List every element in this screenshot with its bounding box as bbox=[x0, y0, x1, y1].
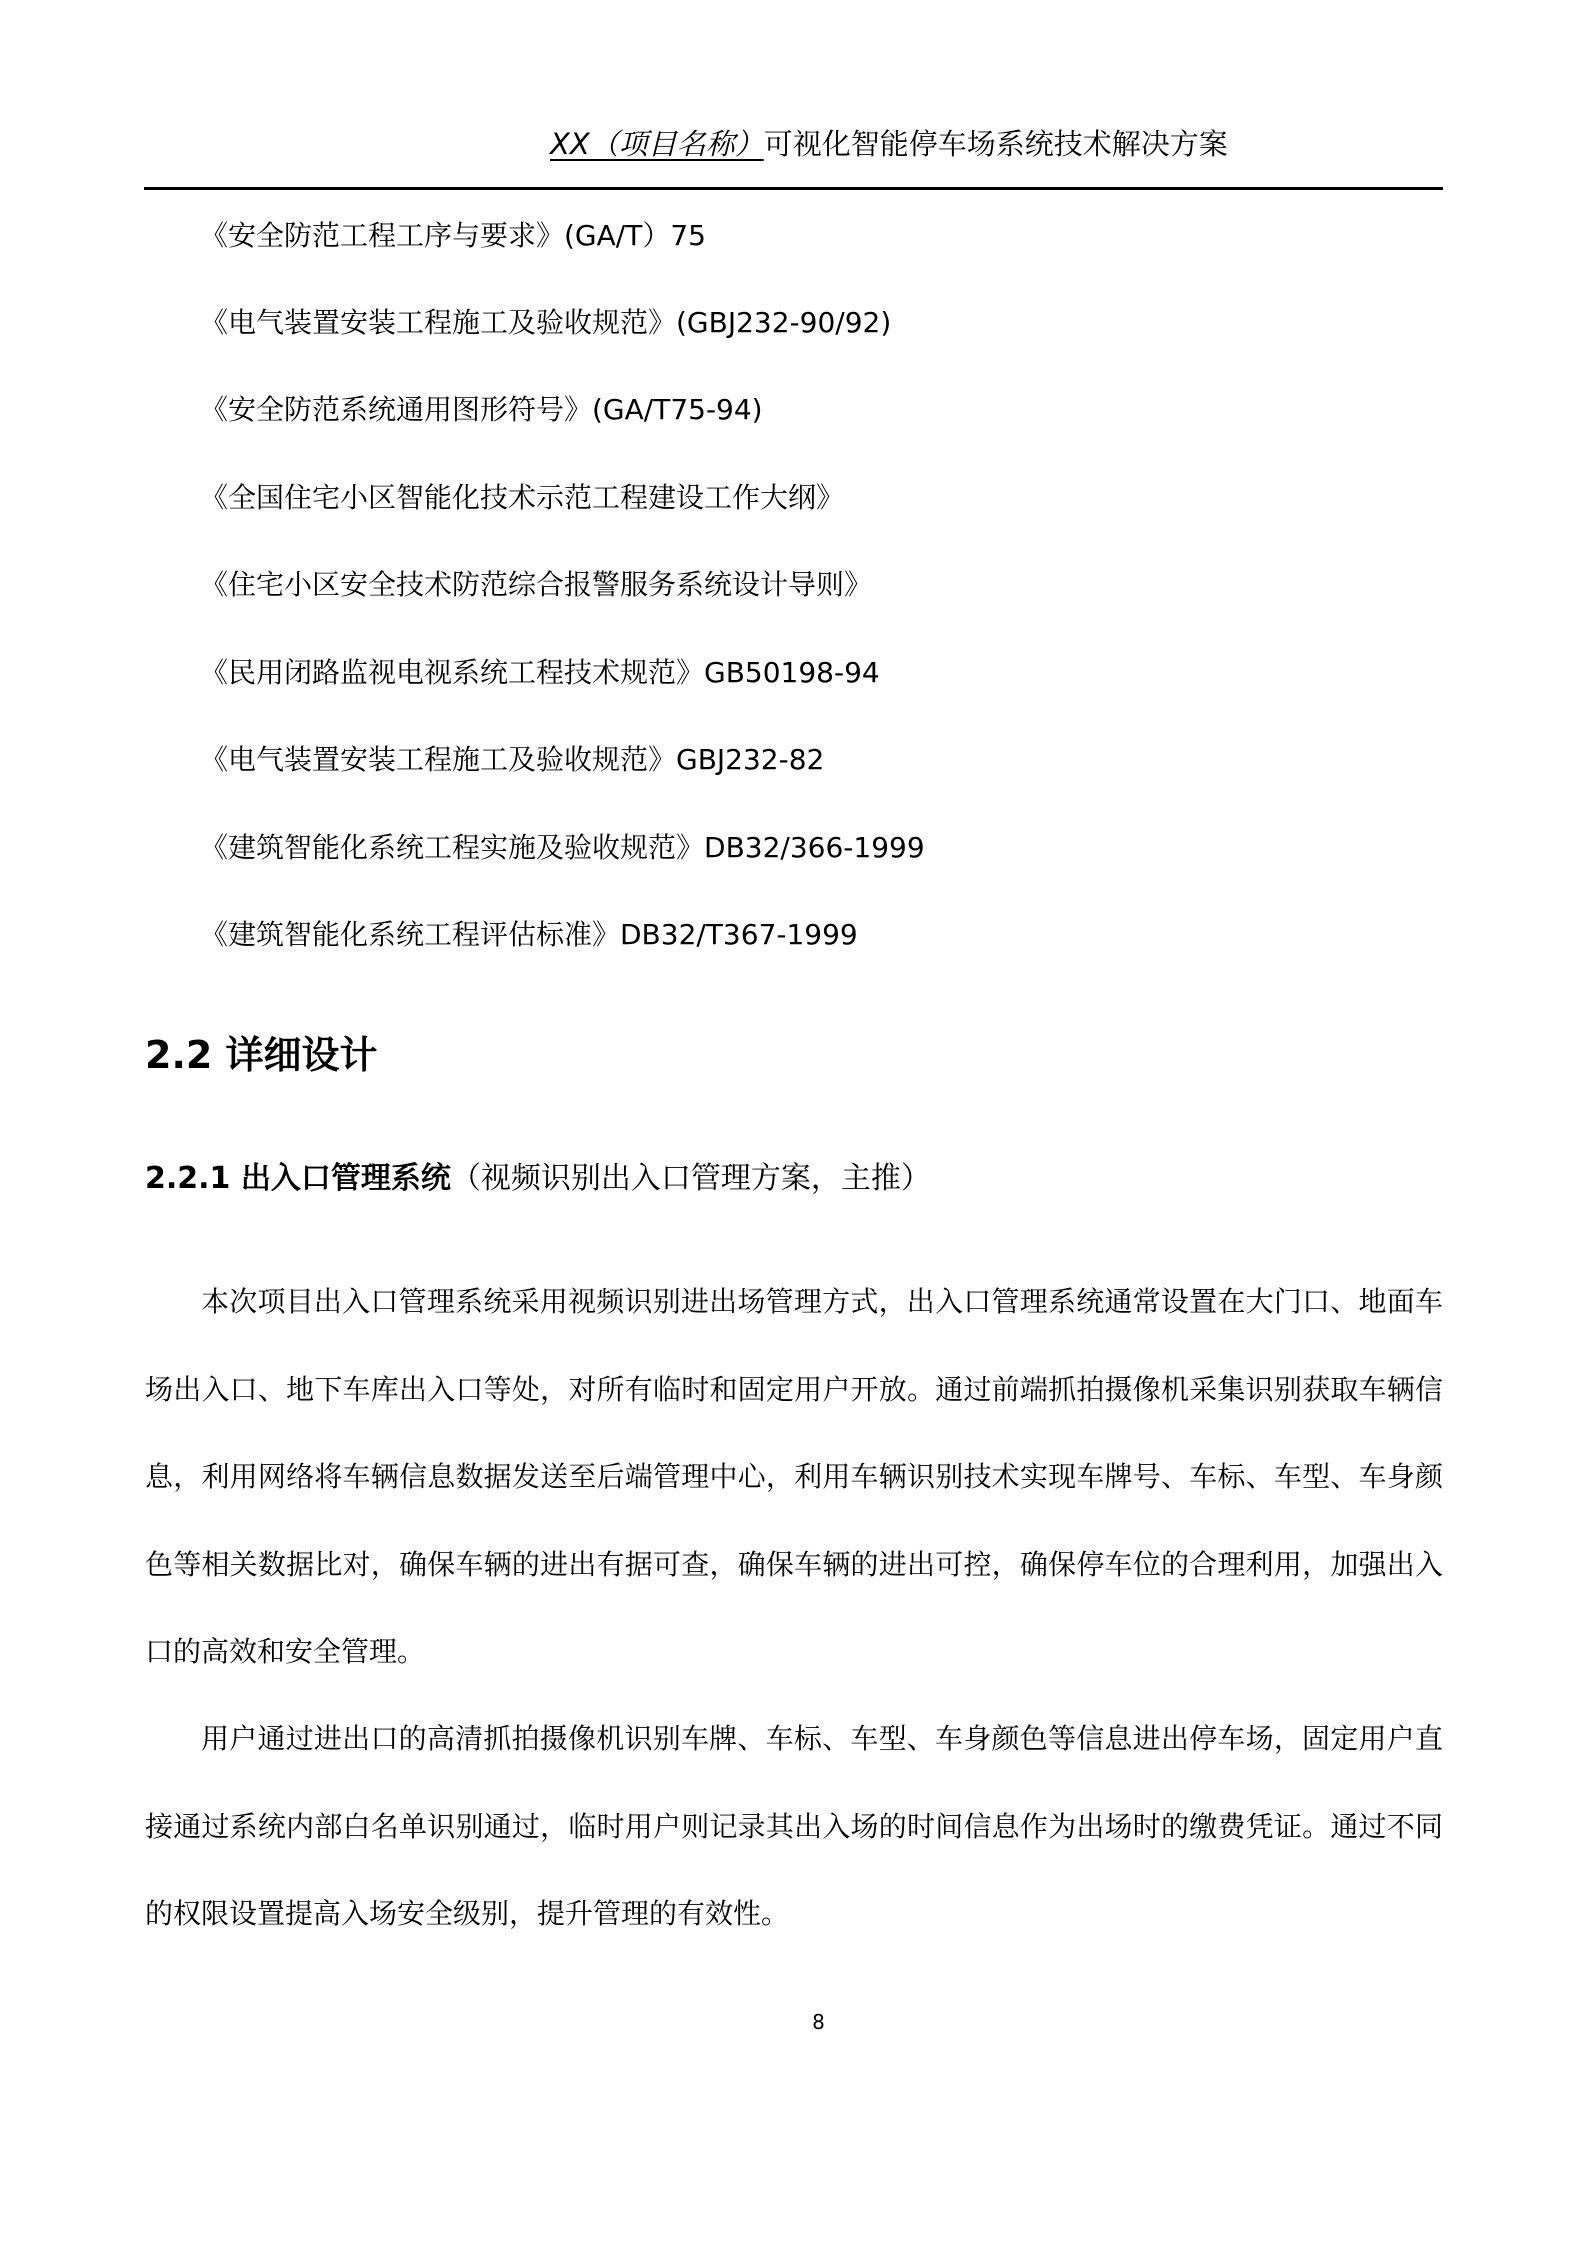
reference-item: 《民用闭路监视电视系统工程技术规范》GB50198-94 bbox=[200, 656, 880, 689]
reference-item: 《建筑智能化系统工程实施及验收规范》DB32/366-1999 bbox=[200, 831, 925, 864]
reference-item: 《电气装置安装工程施工及验收规范》GBJ232-82 bbox=[200, 743, 825, 776]
reference-item: 《安全防范系统通用图形符号》(GA/T75-94) bbox=[200, 393, 763, 426]
section-heading: 2.2 详细设计 bbox=[145, 1033, 378, 1077]
reference-item: 《安全防范工程工序与要求》(GA/T）75 bbox=[200, 219, 706, 252]
project-name-placeholder: XX（项目名称） bbox=[550, 127, 764, 161]
body-paragraph: 用户通过进出口的高清抓拍摄像机识别车牌、车标、车型、车身颜色等信息进出停车场，固定用户直接通过系统内部白名单识别通过，临时用户则记录其出入场的时间信息作为出场时的缴费凭证。通过不同的权限设置提高入场安全级别，提升管理的有效性。 bbox=[145, 1722, 1443, 1930]
header-divider bbox=[144, 187, 1443, 190]
reference-item: 《全国住宅小区智能化技术示范工程建设工作大纲》 bbox=[200, 481, 845, 514]
page-number: 8 bbox=[812, 2010, 825, 2034]
document-title: 可视化智能停车场系统技术解决方案 bbox=[763, 127, 1228, 161]
reference-item: 《建筑智能化系统工程评估标准》DB32/T367-1999 bbox=[200, 918, 858, 951]
subsection-note: （视频识别出入口管理方案，主推） bbox=[450, 1161, 931, 1196]
subsection-heading bbox=[145, 1158, 931, 1200]
page-header-title bbox=[550, 124, 1228, 164]
reference-item: 《住宅小区安全技术防范综合报警服务系统设计导则》 bbox=[200, 568, 873, 601]
body-paragraph: 本次项目出入口管理系统采用视频识别进出场管理方式，出入口管理系统通常设置在大门口、地面车场出入口、地下车库出入口等处，对所有临时和固定用户开放。通过前端抓拍摄像机采集识别获取车辆信息，利用网络将车辆信息数据发送至后端管理中心，利用车辆识别技术实现车牌号、车标、车型、车身颜色等相关数据比对，确保车辆的进出有据可查，确保车辆的进出可控，确保停车位的合理利用，加强出入口的高效和安全管理。 bbox=[145, 1285, 1443, 1668]
reference-item: 《电气装置安装工程施工及验收规范》(GBJ232-90/92) bbox=[200, 306, 892, 339]
subsection-title: 2.2.1 出入口管理系统 bbox=[145, 1161, 451, 1196]
